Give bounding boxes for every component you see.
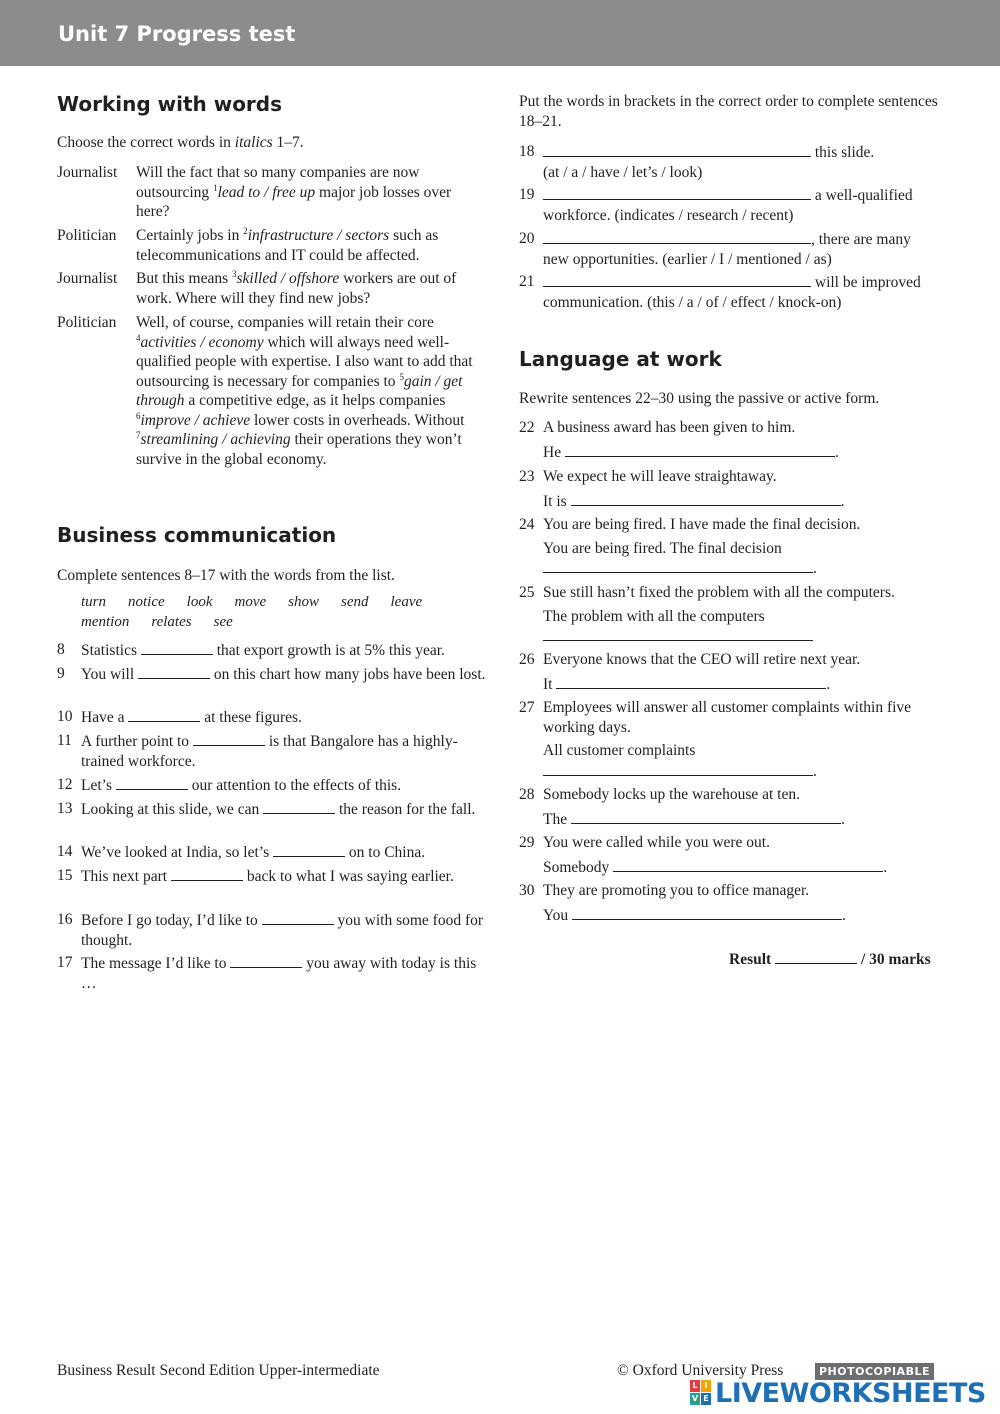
instruction-1-7: Choose the correct words in italics 1–7.: [57, 134, 304, 151]
logo-letter: L: [690, 1380, 700, 1392]
choice-3[interactable]: skilled / offshore: [236, 270, 340, 287]
word: leave: [390, 594, 423, 610]
question-number: 14: [57, 843, 73, 860]
answer-blank[interactable]: [128, 707, 200, 722]
word-list: [81, 593, 461, 632]
answer-blank[interactable]: [171, 866, 243, 881]
footer-book-title: Business Result Second Edition Upper-intermediate: [57, 1362, 380, 1379]
question-number: 22: [519, 419, 535, 436]
choice-7[interactable]: streamlining / achieving: [140, 431, 291, 448]
answer-blank[interactable]: [565, 442, 835, 457]
answer-blank[interactable]: [543, 229, 811, 244]
answer-blank[interactable]: [572, 905, 842, 920]
liveworksheets-logo: [690, 1378, 990, 1408]
choice-1[interactable]: lead to / free up: [217, 183, 316, 201]
question-number: 18: [519, 143, 535, 160]
result-blank[interactable]: [775, 949, 857, 964]
question-number: 16: [57, 911, 73, 928]
instruction-22-30: Rewrite sentences 22–30 using the passive or active form.: [519, 390, 880, 407]
question-number: 30: [519, 882, 535, 899]
liveworksheets-wordmark: LIVEWORKSHEETS: [715, 1378, 986, 1409]
question-number: 24: [519, 516, 535, 533]
question-number: 29: [519, 834, 535, 851]
speaker: Politician: [57, 227, 117, 244]
answer-blank[interactable]: [556, 674, 826, 689]
speech: Will the fact that so many companies are now outsourcing $^1$lead to / free up major job losses over here?: [136, 164, 452, 220]
answer-blank[interactable]: [543, 626, 813, 641]
choice-4[interactable]: activities / economy: [140, 333, 264, 351]
answer-blank[interactable]: [230, 953, 302, 968]
answer-blank[interactable]: [543, 558, 813, 573]
answer-blank[interactable]: [543, 761, 813, 776]
word-list-row-2: [81, 613, 461, 633]
question-number: 26: [519, 651, 535, 668]
choice-5[interactable]: gain / get through: [136, 372, 463, 409]
page-title: Unit 7 Progress test: [58, 22, 296, 46]
answer-blank[interactable]: [543, 272, 811, 287]
speaker: Journalist: [57, 270, 118, 287]
answer-blank[interactable]: [262, 910, 334, 925]
instruction-18-21: Put the words in brackets in the correct order to complete sentences 18–21.: [519, 93, 938, 130]
question-number: 19: [519, 186, 535, 203]
question-number: 27: [519, 699, 535, 716]
question-number: 13: [57, 800, 73, 817]
question-number: 28: [519, 786, 535, 803]
question-number: 23: [519, 468, 535, 485]
word: look: [186, 594, 213, 610]
answer-blank[interactable]: [543, 142, 811, 157]
answer-blank[interactable]: [141, 640, 213, 655]
question-number: 11: [57, 732, 72, 749]
footer-copyright: © Oxford University Press: [617, 1362, 784, 1379]
result-line: [729, 949, 931, 969]
speech: But this means $^3$skilled / offshore workers are out of work. Where will they find new jobs?: [136, 269, 457, 307]
answer-blank[interactable]: [613, 857, 883, 872]
question-number: 21: [519, 273, 535, 290]
instruction-8-17: Complete sentences 8–17 with the words from the list.: [57, 567, 395, 584]
word: mention: [81, 613, 130, 630]
answer-blank[interactable]: [138, 664, 210, 679]
question-number: 20: [519, 230, 535, 247]
section-title-language-at-work: Language at work: [519, 347, 722, 371]
word: show: [288, 594, 319, 610]
speech: Well, of course, companies will retain their core $^4$activities / economy which will always need well-qualified people with expertise. I also want to add that outsourcing is necessary for companies to $^5$gain / get through a competitive edge, as it helps companies $^6$improve / achieve lower costs in overheads. Without $^7$streamlining / achieving their operations they won’t survive in the global economy.: [136, 314, 473, 468]
speaker: Journalist: [57, 164, 118, 181]
word: move: [234, 594, 267, 610]
logo-letter: V: [691, 1394, 699, 1403]
answer-blank[interactable]: [273, 842, 345, 857]
word: notice: [128, 594, 165, 610]
question-number: 25: [519, 584, 535, 601]
question-number: 17: [57, 954, 73, 971]
header-bar: [0, 0, 1000, 66]
photocopiable-badge: PHOTOCOPIABLE: [815, 1363, 934, 1380]
choice-6[interactable]: improve / achieve: [140, 411, 251, 429]
speaker: Politician: [57, 314, 117, 331]
question-number: 8: [57, 641, 65, 658]
section-title-business-communication: Business communication: [57, 523, 337, 547]
answer-blank[interactable]: [263, 799, 335, 814]
answer-blank[interactable]: [193, 731, 265, 746]
section-title-working-with-words: Working with words: [57, 92, 283, 116]
answer-blank[interactable]: [543, 185, 811, 200]
question-number: 10: [57, 708, 73, 725]
result-label: Result: [729, 951, 772, 968]
word: relates: [151, 613, 192, 630]
answer-blank[interactable]: [571, 809, 841, 824]
question-number: 15: [57, 867, 73, 884]
word-list-row-1: [81, 593, 461, 613]
logo-letter: E: [701, 1393, 711, 1405]
liveworksheets-icon: [690, 1380, 712, 1406]
question-number: 9: [57, 665, 65, 682]
answer-blank[interactable]: [116, 775, 188, 790]
word: see: [213, 613, 233, 630]
speech: Certainly jobs in $^2$infrastructure / sectors such as telecommunications and IT could be affected.: [136, 226, 439, 264]
word: turn: [81, 594, 107, 610]
answer-blank[interactable]: [571, 491, 841, 506]
choice-2[interactable]: infrastructure / sectors: [247, 227, 390, 244]
word: send: [341, 594, 369, 610]
logo-letter: I: [701, 1380, 711, 1392]
question-number: 12: [57, 776, 73, 793]
result-suffix: / 30 marks: [860, 951, 931, 968]
